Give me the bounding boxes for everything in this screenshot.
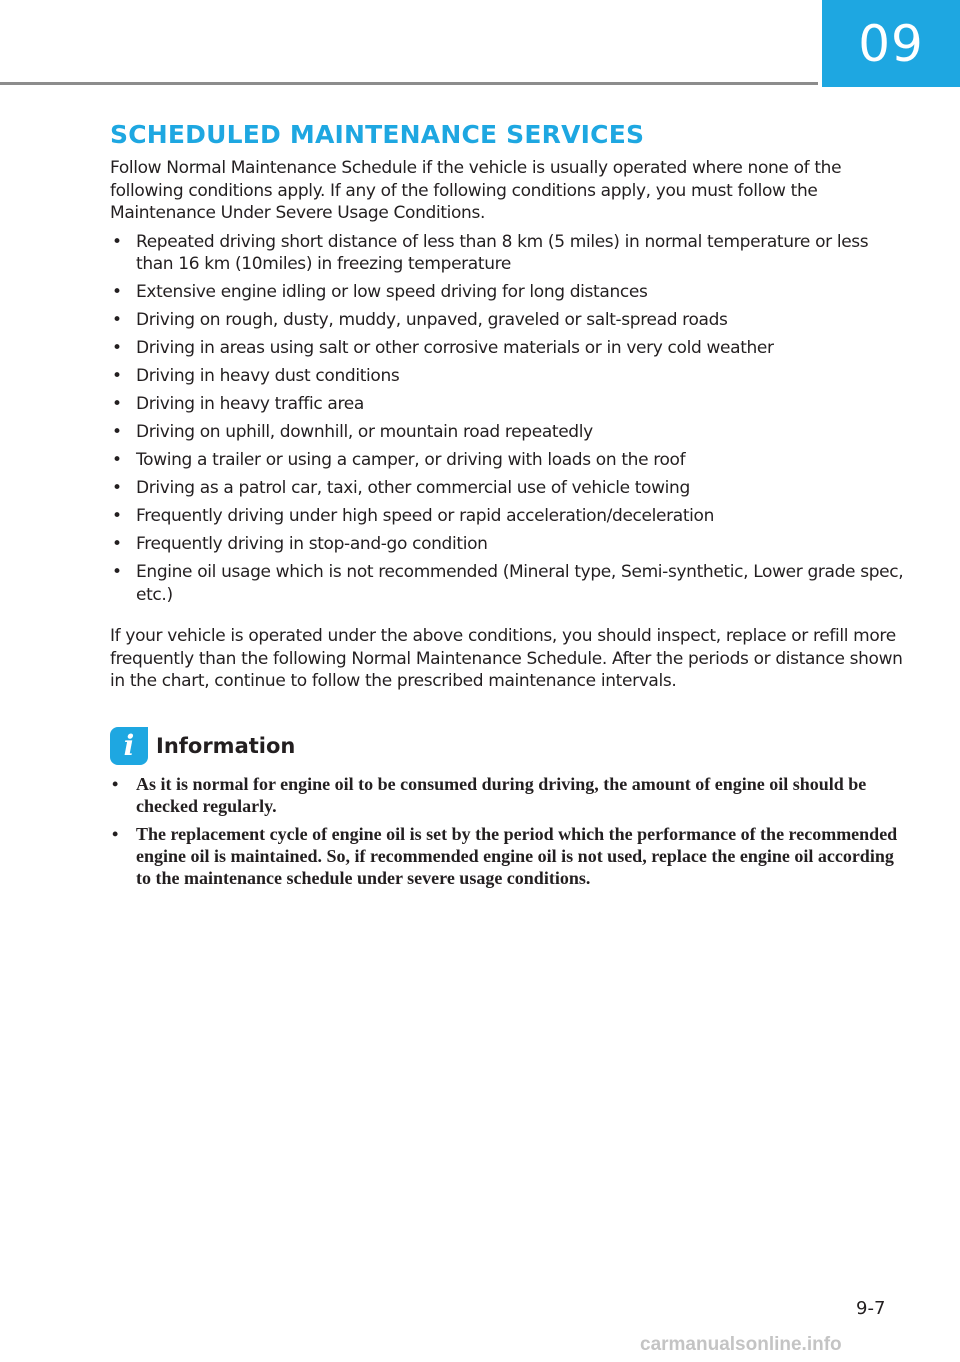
bullet-icon: • — [112, 534, 122, 554]
intro-paragraph: Follow Normal Maintenance Schedule if the vehicle is usually operated where none of the following conditions apply. If any of the following conditions apply, you must follow the Maintenance Under Severe Usage Conditions. — [110, 158, 842, 223]
section-title: SCHEDULED MAINTENANCE SERVICES — [110, 120, 645, 149]
after-paragraph: If your vehicle is operated under the above conditions, you should inspect, replace or refill more frequently than the following Normal Maintenance Schedule. After the periods or distance shown in the chart, continue to follow the prescribed maintenance intervals. — [110, 626, 903, 691]
chapter-number: 09 — [858, 14, 924, 73]
list-item: • Driving as a patrol car, taxi, other commercial use of vehicle towing — [112, 478, 690, 498]
list-item: • Towing a trailer or using a camper, or driving with loads on the roof — [112, 450, 686, 470]
list-item: • As it is normal for engine oil to be consumed during driving, the amount of engine oil should be checked regularly. — [112, 773, 867, 816]
list-item: • The replacement cycle of engine oil is set by the period which the performance of the recommended engine oil is maintained. So, if recommended engine oil is not used, replace the engine oil according to the maintenance schedule under severe usage conditions. — [112, 823, 898, 888]
bullet-icon: • — [112, 823, 119, 844]
conditions-list — [110, 231, 905, 607]
list-item: • Repeated driving short distance of less than 8 km (5 miles) in normal temperature or less than 16 km (10miles) in freezing temperature — [112, 231, 869, 274]
bullet-icon: • — [112, 310, 122, 330]
bullet-icon: • — [112, 450, 122, 470]
list-item: • Frequently driving under high speed or rapid acceleration/deceleration — [112, 506, 715, 526]
page-content — [110, 120, 905, 895]
chapter-tab — [822, 0, 960, 87]
list-item: • Frequently driving in stop-and-go condition — [112, 534, 488, 554]
list-item: • Driving in heavy dust conditions — [112, 366, 400, 386]
bullet-icon: • — [112, 338, 122, 358]
bullet-icon: • — [112, 394, 122, 414]
list-item: • Driving in areas using salt or other corrosive materials or in very cold weather — [112, 338, 774, 358]
bullet-icon: • — [112, 282, 122, 302]
page-number: 9-7 — [856, 1298, 886, 1319]
list-item: • Engine oil usage which is not recommended (Mineral type, Semi-synthetic, Lower grade spec, etc.) — [112, 562, 904, 605]
list-item: • Driving in heavy traffic area — [112, 394, 364, 414]
bullet-icon: • — [112, 478, 122, 498]
header-rule — [0, 82, 818, 85]
watermark: carmanualsonline.info — [640, 1334, 842, 1355]
list-item: • Driving on rough, dusty, muddy, unpaved, graveled or salt-spread roads — [112, 310, 728, 330]
bullet-icon: • — [112, 773, 119, 794]
bullet-icon: • — [112, 562, 122, 582]
bullet-icon: • — [112, 506, 122, 526]
list-item: • Driving on uphill, downhill, or mountain road repeatedly — [112, 422, 593, 442]
bullet-icon: • — [112, 366, 122, 386]
info-header — [110, 727, 905, 765]
bullet-icon: • — [112, 422, 122, 442]
info-notes-list — [110, 773, 905, 889]
list-item: • Extensive engine idling or low speed driving for long distances — [112, 282, 648, 302]
info-icon: i — [110, 727, 148, 765]
bullet-icon: • — [112, 231, 122, 252]
info-title: Information — [156, 733, 296, 758]
